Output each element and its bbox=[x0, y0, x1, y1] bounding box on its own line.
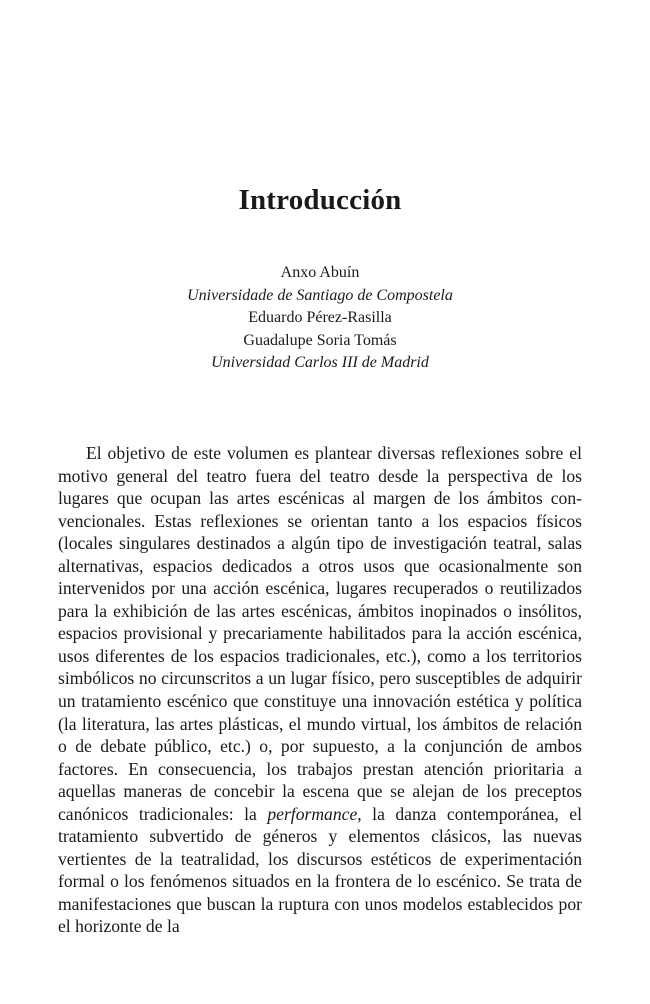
author-name: Anxo Abuín bbox=[280, 264, 360, 281]
author-affiliation: Universidad Carlos III de Madrid bbox=[211, 354, 429, 371]
body-text bbox=[58, 442, 582, 938]
author-affiliation: Universidade de Santiago de Compostela bbox=[187, 286, 453, 304]
author-block bbox=[0, 262, 640, 375]
body-paragraph bbox=[58, 442, 582, 938]
paragraph-text-part-1: El objetivo de este volumen es plantear diversas reflexiones sobre el motivo general del teatro fuera del teatro desde la perspectiva de los lugares que ocupan las artes escénicas al margen de los ámbitos convencionales. Estas reflexiones se orientan tanto a los espacios físicos (locales singulares destinados a algún tipo de investigación teatral, salas alternativas, espacios dedicados a otros usos que ocasionalmente son intervenidos por una acción escénica, lugares recuperados o reutilizados para la exhibición de las artes escénicas, ámbitos inopinados o insólitos, espacios provisional y precariamente habilitados para la acción escénica, usos diferentes de los espacios tradicionales, etc.), como a los territorios simbólicos no circunscritos a un lugar físico, pero susceptibles de adquirir un tratamiento escénico que constituye una innovación estética y política (la literatura, las artes plásticas, el mundo virtual, los ámbitos de relación o de debate público, etc.) o, por supuesto, a la conjunción de ambos factores. En consecuencia, los trabajos prestan atención prioritaria a aquellas maneras de concebir la escena que se alejan de los preceptos canónicos tradicionales: la bbox=[58, 443, 582, 824]
page-title: Introducción bbox=[238, 184, 402, 216]
emphasized-term: performance bbox=[267, 803, 358, 824]
author-name: Guadalupe Soria Tomás bbox=[243, 331, 397, 349]
paragraph-text-part-2: , la danza contemporánea, el tratamiento subvertido de géneros y elementos clásicos, las nuevas vertientes de la teatralidad, los discursos estéticos de experimentación formal o los fenómenos situados en la frontera de lo escénico. Se trata de manifestaciones que buscan la ruptura con unos modelos establecidos por el horizonte de la bbox=[58, 803, 582, 937]
author-name: Eduardo Pérez-Rasilla bbox=[248, 309, 392, 326]
